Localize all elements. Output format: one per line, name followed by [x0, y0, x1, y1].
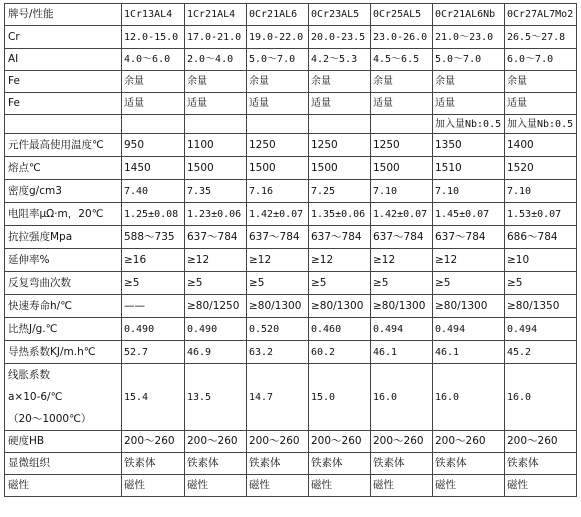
table-row [5, 71, 577, 93]
value-cell: 200～260 [433, 431, 505, 453]
value-cell: ≥12 [185, 249, 247, 272]
value-cell: 0.490 [185, 318, 247, 341]
value-cell: 63.2 [247, 341, 309, 364]
value-cell: 1500 [185, 157, 247, 180]
table-row [5, 318, 577, 341]
value-cell: 0.520 [247, 318, 309, 341]
value-cell: 0.494 [371, 318, 433, 341]
value-cell: 适量 [309, 93, 371, 115]
value-cell: ≥5 [371, 272, 433, 295]
value-cell: 200～260 [185, 431, 247, 453]
value-cell: 637～784 [247, 226, 309, 249]
value-cell: 23.0-26.0 [371, 26, 433, 49]
value-cell: 200～260 [505, 431, 577, 453]
value-cell: 7.40 [122, 180, 185, 203]
value-cell: 21.0～23.0 [433, 26, 505, 49]
value-cell: 磁性 [185, 475, 247, 497]
value-cell: ≥80/1250 [185, 295, 247, 318]
table-row [5, 180, 577, 203]
value-cell: ≥80/1350 [505, 295, 577, 318]
value-cell: 1350 [433, 134, 505, 157]
grade-header: 0Cr21AL6Nb [433, 4, 505, 26]
value-cell: ≥80/1300 [309, 295, 371, 318]
value-cell: 磁性 [247, 475, 309, 497]
row-label-cell: 元件最高使用温度℃ [5, 134, 122, 157]
grade-header: 0Cr25AL5 [371, 4, 433, 26]
value-cell: 26.5～27.8 [505, 26, 577, 49]
value-cell: 加入量Nb:0.5 [433, 115, 505, 134]
value-cell: 余量 [122, 71, 185, 93]
table-row [5, 203, 577, 226]
table-row [5, 341, 577, 364]
value-cell: 适量 [505, 93, 577, 115]
value-cell [122, 115, 185, 134]
table-row [5, 295, 577, 318]
value-cell: 16.0 [371, 364, 433, 431]
table-row [5, 93, 577, 115]
row-label-cell: 导热系数KJ/m.h℃ [5, 341, 122, 364]
value-cell: 46.1 [371, 341, 433, 364]
value-cell: 铁素体 [371, 453, 433, 475]
table-row [5, 26, 577, 49]
value-cell: 45.2 [505, 341, 577, 364]
value-cell: 15.4 [122, 364, 185, 431]
value-cell: 200～260 [122, 431, 185, 453]
value-cell: 60.2 [309, 341, 371, 364]
value-cell: 适量 [247, 93, 309, 115]
value-cell: 1.45±0.07 [433, 203, 505, 226]
row-label-cell: 显微组织 [5, 453, 122, 475]
value-cell: 200～260 [247, 431, 309, 453]
value-cell: 铁素体 [185, 453, 247, 475]
value-cell: 1520 [505, 157, 577, 180]
value-cell: 52.7 [122, 341, 185, 364]
value-cell: 46.1 [433, 341, 505, 364]
value-cell: 1.35±0.06 [309, 203, 371, 226]
value-cell: 17.0-21.0 [185, 26, 247, 49]
table-row [5, 431, 577, 453]
value-cell: 磁性 [122, 475, 185, 497]
table-row [5, 115, 577, 134]
row-label-line: （20～1000℃） [8, 413, 92, 425]
table-row [5, 453, 577, 475]
row-label-line: a×10-6/℃ [8, 391, 63, 403]
value-cell: ≥5 [122, 272, 185, 295]
value-cell: 1400 [505, 134, 577, 157]
grade-header: 1Cr13AL4 [122, 4, 185, 26]
value-cell: ≥12 [309, 249, 371, 272]
value-cell: 5.0～7.0 [433, 49, 505, 71]
table-body [5, 4, 577, 497]
value-cell: 1250 [309, 134, 371, 157]
row-label-cell: 比热J/g.℃ [5, 318, 122, 341]
value-cell: 铁素体 [247, 453, 309, 475]
grade-header: 0Cr21AL6 [247, 4, 309, 26]
value-cell: 铁素体 [122, 453, 185, 475]
value-cell: 200～260 [309, 431, 371, 453]
value-cell: 1450 [122, 157, 185, 180]
value-cell: 加入量Nb:0.5 [505, 115, 577, 134]
value-cell: ≥16 [122, 249, 185, 272]
table-row [5, 272, 577, 295]
row-label-cell [5, 115, 122, 134]
value-cell: 14.7 [247, 364, 309, 431]
value-cell: ≥12 [433, 249, 505, 272]
value-cell: 0.494 [433, 318, 505, 341]
value-cell: 16.0 [505, 364, 577, 431]
value-cell: 磁性 [505, 475, 577, 497]
value-cell: 637～784 [185, 226, 247, 249]
value-cell: ≥5 [505, 272, 577, 295]
value-cell: 铁素体 [309, 453, 371, 475]
row-label-cell [5, 364, 122, 431]
table-row [5, 157, 577, 180]
value-cell: 4.5～6.5 [371, 49, 433, 71]
header-row [5, 4, 577, 26]
row-label-cell: 密度g/cm3 [5, 180, 122, 203]
value-cell: 12.0-15.0 [122, 26, 185, 49]
row-label-cell: Cr [5, 26, 122, 49]
row-label-cell: Fe [5, 93, 122, 115]
table-row [5, 249, 577, 272]
value-cell: 余量 [247, 71, 309, 93]
value-cell: 1250 [247, 134, 309, 157]
value-cell: 46.9 [185, 341, 247, 364]
value-cell: 19.0-22.0 [247, 26, 309, 49]
value-cell: 15.0 [309, 364, 371, 431]
value-cell: 1250 [371, 134, 433, 157]
value-cell: 7.16 [247, 180, 309, 203]
value-cell: 1.23±0.06 [185, 203, 247, 226]
grade-header: 0Cr23AL5 [309, 4, 371, 26]
value-cell: 1.42±0.07 [371, 203, 433, 226]
value-cell: 适量 [433, 93, 505, 115]
value-cell: ≥80/1300 [433, 295, 505, 318]
value-cell: 7.10 [433, 180, 505, 203]
value-cell: 适量 [122, 93, 185, 115]
value-cell: 铁素体 [433, 453, 505, 475]
value-cell [185, 115, 247, 134]
value-cell: ≥5 [247, 272, 309, 295]
value-cell: 适量 [185, 93, 247, 115]
grade-header: 0Cr27AL7Mo2 [505, 4, 577, 26]
value-cell: ≥5 [309, 272, 371, 295]
value-cell: 1500 [247, 157, 309, 180]
value-cell: 200～260 [371, 431, 433, 453]
value-cell: 950 [122, 134, 185, 157]
row-label-line: 线胀系数 [8, 369, 50, 381]
value-cell: 20.0-23.5 [309, 26, 371, 49]
row-label-cell: 延伸率% [5, 249, 122, 272]
value-cell: 磁性 [433, 475, 505, 497]
value-cell: 1500 [371, 157, 433, 180]
value-cell: 13.5 [185, 364, 247, 431]
value-cell: ≥12 [371, 249, 433, 272]
value-cell: 余量 [505, 71, 577, 93]
row-label-cell: 硬度HB [5, 431, 122, 453]
value-cell: ≥10 [505, 249, 577, 272]
table-row [5, 475, 577, 497]
value-cell: 637～784 [309, 226, 371, 249]
table-row [5, 134, 577, 157]
value-cell: 1.53±0.07 [505, 203, 577, 226]
value-cell: 0.494 [505, 318, 577, 341]
value-cell: 637～784 [433, 226, 505, 249]
value-cell: 1.25±0.08 [122, 203, 185, 226]
value-cell: ≥5 [185, 272, 247, 295]
value-cell [371, 115, 433, 134]
value-cell: 6.0～7.0 [505, 49, 577, 71]
grade-header: 1Cr21AL4 [185, 4, 247, 26]
value-cell: 4.0～6.0 [122, 49, 185, 71]
alloy-properties-table [4, 3, 577, 497]
value-cell: 1100 [185, 134, 247, 157]
value-cell: 7.10 [505, 180, 577, 203]
value-cell: ≥5 [433, 272, 505, 295]
row-label-cell: 抗拉强度Mpa [5, 226, 122, 249]
value-cell: 余量 [371, 71, 433, 93]
row-label-cell: AI [5, 49, 122, 71]
value-cell: 适量 [371, 93, 433, 115]
row-label-cell: 反复弯曲次数 [5, 272, 122, 295]
value-cell: 磁性 [309, 475, 371, 497]
value-cell: ≥12 [247, 249, 309, 272]
value-cell: 7.25 [309, 180, 371, 203]
value-cell: 1510 [433, 157, 505, 180]
value-cell [309, 115, 371, 134]
row-label-cell: 磁性 [5, 475, 122, 497]
row-label-cell: 快速寿命h/℃ [5, 295, 122, 318]
value-cell: 16.0 [433, 364, 505, 431]
value-cell: 588～735 [122, 226, 185, 249]
value-cell: 2.0～4.0 [185, 49, 247, 71]
value-cell: ≥80/1300 [371, 295, 433, 318]
value-cell: 磁性 [371, 475, 433, 497]
table-row [5, 49, 577, 71]
value-cell: 余量 [309, 71, 371, 93]
row-label-cell: 熔点℃ [5, 157, 122, 180]
value-cell: 0.460 [309, 318, 371, 341]
value-cell: 4.2～5.3 [309, 49, 371, 71]
value-cell: 0.490 [122, 318, 185, 341]
value-cell: 1500 [309, 157, 371, 180]
header-label-cell: 牌号/性能 [5, 4, 122, 26]
value-cell: ≥80/1300 [247, 295, 309, 318]
value-cell: 余量 [185, 71, 247, 93]
value-cell: 铁素体 [505, 453, 577, 475]
value-cell [247, 115, 309, 134]
value-cell: —— [122, 295, 185, 318]
table-row [5, 364, 577, 431]
value-cell: 7.10 [371, 180, 433, 203]
value-cell: 7.35 [185, 180, 247, 203]
row-label-cell: 电阻率μΩ·m，20℃ [5, 203, 122, 226]
value-cell: 637～784 [371, 226, 433, 249]
table-row [5, 226, 577, 249]
value-cell: 686～784 [505, 226, 577, 249]
value-cell: 1.42±0.07 [247, 203, 309, 226]
value-cell: 余量 [433, 71, 505, 93]
row-label-cell: Fe [5, 71, 122, 93]
value-cell: 5.0～7.0 [247, 49, 309, 71]
